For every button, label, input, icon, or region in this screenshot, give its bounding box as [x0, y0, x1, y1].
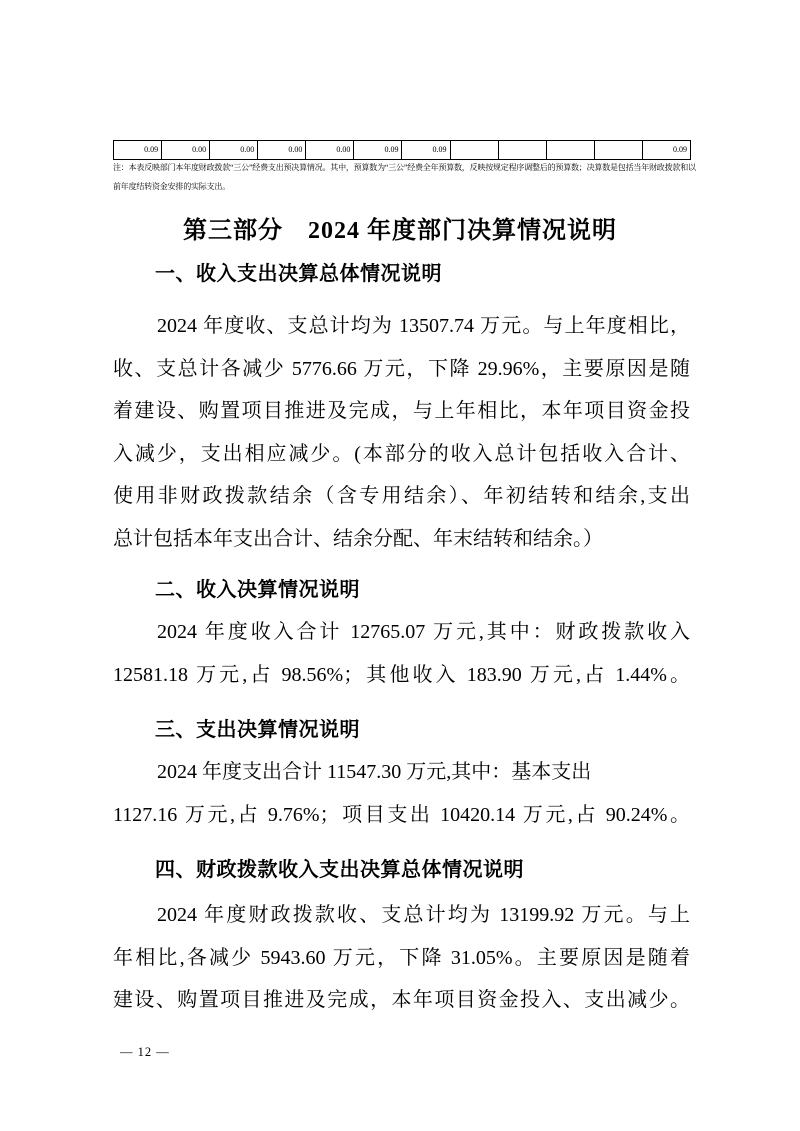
table-cell: 0.00	[162, 141, 210, 159]
section-1-paragraph	[113, 305, 690, 560]
paragraph-line: 12581.18 万元,占 98.56%；其他收入 183.90 万元,占 1.44%。	[113, 663, 690, 686]
table-cell	[451, 141, 499, 159]
page-number: — 12 —	[120, 1045, 170, 1059]
paragraph-line: 收、支总计各减少 5776.66 万元，下降 29.96%，主要原因是随	[113, 357, 690, 380]
paragraph-line: 着建设、购置项目推进及完成，与上年相比，本年项目资金投	[113, 400, 690, 422]
paragraph-line: 年相比,各减少 5943.60 万元，下降 31.05%。主要原因是随着	[113, 946, 690, 969]
table-cell: 0.09	[354, 141, 402, 159]
table-cell	[499, 141, 547, 159]
paragraph-line: 建设、购置项目推进及完成，本年项目资金投入、支出减少。	[113, 989, 690, 1011]
section-heading-2: 二、收入决算情况说明	[155, 579, 360, 601]
paragraph-line: 2024 年度收、支总计均为 13507.74 万元。与上年度相比，	[157, 315, 690, 337]
paragraph-line: 2024 年度财政拨款收、支总计均为 13199.92 万元。与上	[157, 904, 690, 926]
table-cell: 0.00	[258, 141, 306, 159]
section-heading-1: 一、收入支出决算总体情况说明	[155, 263, 442, 285]
table-cell	[547, 141, 595, 159]
table-note-line-1: 注：本表反映部门本年度财政拨款“三公”经费支出预决算情况。其中，预算数为“三公”经费全年预算数，反映按规定程序调整后的预算数；决算数是包括当年财政拨款和以	[113, 163, 696, 172]
table-cell: 0.00	[306, 141, 354, 159]
section-2-paragraph	[113, 611, 690, 696]
sangong-expense-table-fragment	[113, 140, 691, 160]
paragraph-line: 1127.16 万元,占 9.76%；项目支出 10420.14 万元,占 90.24%。	[113, 803, 690, 826]
paragraph-line: 总计包括本年支出合计、结余分配、年末结转和结余。）	[113, 527, 603, 550]
page-title: 第三部分 2024 年度部门决算情况说明	[183, 218, 617, 244]
table-cell: 0.00	[210, 141, 258, 159]
section-4-paragraph	[113, 894, 690, 1022]
section-heading-4: 四、财政拨款收入支出决算总体情况说明	[155, 859, 524, 881]
table-cell: 0.09	[114, 141, 162, 159]
paragraph-line: 2024 年度支出合计 11547.30 万元,其中：基本支出	[157, 761, 592, 783]
paragraph-line: 2024 年度收入合计 12765.07 万元,其中：财政拨款收入	[157, 621, 690, 643]
table-cell	[595, 141, 643, 159]
table-cell: 0.09	[672, 145, 687, 154]
section-heading-3: 三、支出决算情况说明	[155, 719, 360, 741]
paragraph-line: 使用非财政拨款结余（含专用结余）、年初结转和结余,支出	[113, 485, 690, 507]
table-note-line-2: 前年度结转资金安排的实际支出。	[113, 182, 230, 191]
table-cell: 0.09	[402, 141, 450, 159]
section-3-paragraph	[113, 751, 690, 836]
paragraph-line: 入减少，支出相应减少。(本部分的收入总计包括收入合计、	[113, 442, 690, 465]
